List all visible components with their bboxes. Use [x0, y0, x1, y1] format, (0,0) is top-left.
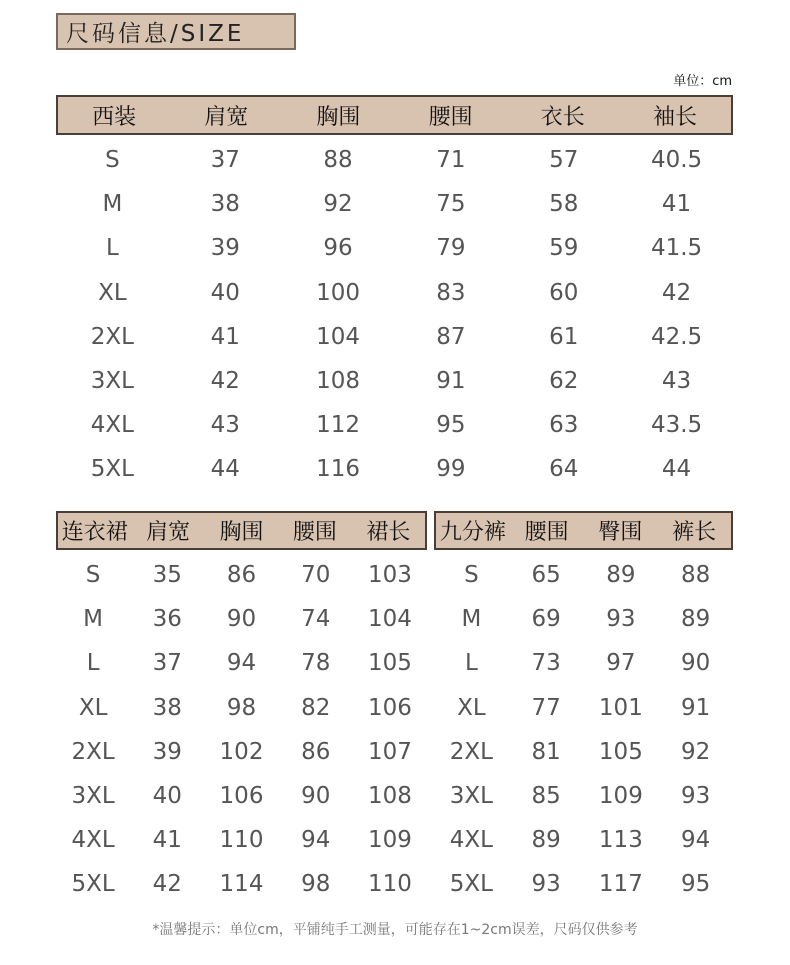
- value-cell: 93: [531, 871, 561, 898]
- dress-header-cell: 连衣裙: [61, 520, 128, 545]
- value-cell: 99: [436, 456, 466, 483]
- value-cell: 59: [549, 235, 579, 262]
- value-cell: 96: [323, 235, 353, 262]
- value-cell: 41: [661, 191, 692, 218]
- footer-note: *温馨提示：单位cm，平铺纯手工测量，可能存在1~2cm误差，尺码仅供参考: [152, 922, 638, 938]
- value-cell: 74: [301, 606, 331, 633]
- value-cell: 70: [301, 562, 331, 589]
- table-row: [56, 774, 427, 818]
- value-cell: 37: [210, 147, 240, 174]
- value-cell: 42: [210, 368, 240, 395]
- value-cell: 86: [226, 562, 257, 589]
- value-cell: 43: [661, 368, 692, 395]
- table-row: [434, 686, 733, 730]
- value-cell: 62: [549, 368, 579, 395]
- value-cell: 100: [316, 279, 361, 306]
- value-cell: 103: [367, 562, 412, 589]
- value-cell: 41: [152, 827, 182, 854]
- unit-label: 单位：cm: [673, 74, 732, 89]
- value-cell: 117: [598, 871, 643, 898]
- size-cell: L: [464, 650, 478, 677]
- value-cell: 114: [219, 871, 264, 898]
- value-cell: 105: [598, 738, 643, 765]
- table-row: [56, 553, 427, 597]
- value-cell: 116: [316, 456, 361, 483]
- value-cell: 79: [436, 235, 466, 262]
- value-cell: 109: [598, 783, 643, 810]
- value-cell: 94: [301, 827, 331, 854]
- size-cell: L: [106, 235, 119, 262]
- size-cell: 5XL: [90, 456, 135, 483]
- size-cell: 3XL: [449, 783, 493, 810]
- value-cell: 39: [210, 235, 240, 262]
- size-cell: S: [85, 562, 101, 589]
- value-cell: 40: [152, 783, 182, 810]
- value-cell: 88: [680, 562, 711, 589]
- value-cell: 41: [210, 323, 240, 350]
- value-cell: 92: [680, 738, 711, 765]
- size-cell: 4XL: [71, 827, 115, 854]
- dress-table-body: [56, 553, 427, 907]
- dress-header-cell: 腰围: [292, 520, 337, 545]
- value-cell: 90: [680, 650, 711, 677]
- size-cell: M: [83, 606, 104, 633]
- value-cell: 43.5: [650, 412, 703, 439]
- value-cell: 63: [549, 412, 579, 439]
- pants-header-cell: 腰围: [524, 520, 569, 545]
- value-cell: 75: [436, 191, 466, 218]
- value-cell: 93: [606, 606, 636, 633]
- value-cell: 60: [549, 279, 579, 306]
- suit-header: [56, 95, 733, 135]
- size-cell: 2XL: [90, 323, 135, 350]
- table-row: [56, 818, 427, 862]
- dress-header-cell: 胸围: [219, 520, 264, 545]
- value-cell: 37: [152, 650, 182, 677]
- size-cell: 2XL: [449, 738, 493, 765]
- value-cell: 35: [152, 562, 182, 589]
- value-cell: 88: [323, 147, 353, 174]
- value-cell: 113: [598, 827, 643, 854]
- suit-header-cell: 胸围: [316, 104, 361, 130]
- value-cell: 65: [531, 562, 561, 589]
- pants-header: [434, 511, 733, 550]
- table-row: [434, 730, 733, 774]
- value-cell: 87: [436, 323, 466, 350]
- table-row: [56, 597, 427, 641]
- table-row: [56, 138, 733, 182]
- size-cell: M: [461, 606, 482, 633]
- suit-header-cell: 腰围: [428, 104, 473, 130]
- size-cell: 2XL: [71, 738, 115, 765]
- suit-header-cell: 肩宽: [204, 104, 249, 130]
- pants-header-cell: 九分裤: [439, 520, 506, 545]
- value-cell: 107: [367, 738, 412, 765]
- suit-table-body: [56, 138, 733, 492]
- dress-header-cell: 肩宽: [146, 520, 191, 545]
- value-cell: 108: [316, 368, 361, 395]
- value-cell: 73: [531, 650, 561, 677]
- size-cell: 5XL: [449, 871, 493, 898]
- value-cell: 108: [367, 783, 412, 810]
- value-cell: 44: [210, 456, 240, 483]
- value-cell: 39: [152, 738, 182, 765]
- value-cell: 109: [367, 827, 412, 854]
- value-cell: 104: [367, 606, 412, 633]
- value-cell: 112: [316, 412, 361, 439]
- size-cell: S: [464, 562, 479, 589]
- value-cell: 82: [301, 694, 331, 721]
- value-cell: 44: [661, 456, 692, 483]
- value-cell: 94: [680, 827, 711, 854]
- value-cell: 106: [367, 694, 412, 721]
- value-cell: 57: [549, 147, 579, 174]
- table-row: [56, 359, 733, 403]
- value-cell: 36: [152, 606, 182, 633]
- table-row: [56, 182, 733, 226]
- value-cell: 94: [226, 650, 257, 677]
- pants-table-body: [434, 553, 733, 907]
- table-row: [434, 862, 733, 906]
- table-row: [434, 818, 733, 862]
- value-cell: 38: [152, 694, 182, 721]
- table-row: [56, 447, 733, 491]
- value-cell: 83: [436, 279, 466, 306]
- table-row: [56, 271, 733, 315]
- size-cell: 3XL: [71, 783, 115, 810]
- value-cell: 90: [301, 783, 331, 810]
- table-row: [434, 774, 733, 818]
- size-cell: XL: [457, 694, 486, 721]
- size-cell: XL: [98, 279, 127, 306]
- value-cell: 86: [301, 738, 331, 765]
- value-cell: 64: [549, 456, 579, 483]
- dress-header: [56, 511, 427, 550]
- value-cell: 89: [680, 606, 711, 633]
- size-cell: XL: [78, 694, 108, 721]
- size-cell: 4XL: [449, 827, 493, 854]
- page-title: 尺码信息/SIZE: [56, 13, 296, 50]
- value-cell: 102: [219, 738, 264, 765]
- value-cell: 77: [531, 694, 561, 721]
- value-cell: 106: [219, 783, 264, 810]
- table-row: [434, 597, 733, 641]
- value-cell: 92: [323, 191, 353, 218]
- value-cell: 91: [680, 694, 711, 721]
- value-cell: 98: [301, 871, 331, 898]
- suit-header-cell: 衣长: [540, 104, 585, 130]
- value-cell: 69: [531, 606, 561, 633]
- value-cell: 91: [436, 368, 466, 395]
- table-row: [56, 686, 427, 730]
- table-row: [434, 641, 733, 685]
- table-row: [56, 403, 733, 447]
- value-cell: 38: [210, 191, 240, 218]
- value-cell: 40.5: [650, 147, 703, 174]
- size-cell: 5XL: [71, 871, 115, 898]
- value-cell: 42: [661, 279, 692, 306]
- value-cell: 97: [606, 650, 636, 677]
- value-cell: 78: [301, 650, 331, 677]
- dress-header-cell: 裙长: [366, 520, 411, 545]
- pants-header-cell: 裤长: [672, 520, 717, 545]
- value-cell: 42.5: [650, 323, 703, 350]
- value-cell: 110: [219, 827, 264, 854]
- pants-header-cell: 臀围: [598, 520, 643, 545]
- size-cell: S: [105, 147, 120, 174]
- value-cell: 89: [531, 827, 561, 854]
- table-row: [56, 862, 427, 906]
- value-cell: 95: [680, 871, 711, 898]
- value-cell: 71: [436, 147, 466, 174]
- value-cell: 42: [152, 871, 182, 898]
- value-cell: 93: [680, 783, 711, 810]
- size-cell: L: [86, 650, 100, 677]
- value-cell: 89: [606, 562, 636, 589]
- size-cell: 3XL: [90, 368, 135, 395]
- size-cell: M: [102, 191, 123, 218]
- suit-header-cell: 袖长: [652, 104, 697, 130]
- value-cell: 81: [531, 738, 561, 765]
- value-cell: 110: [367, 871, 412, 898]
- table-row: [434, 553, 733, 597]
- suit-header-cell: 西装: [92, 104, 137, 130]
- value-cell: 105: [367, 650, 412, 677]
- value-cell: 43: [210, 412, 240, 439]
- value-cell: 104: [316, 323, 361, 350]
- table-row: [56, 641, 427, 685]
- value-cell: 40: [210, 279, 240, 306]
- table-row: [56, 226, 733, 270]
- value-cell: 41.5: [650, 235, 703, 262]
- table-row: [56, 730, 427, 774]
- value-cell: 61: [549, 323, 579, 350]
- size-cell: 4XL: [90, 412, 135, 439]
- value-cell: 98: [226, 694, 257, 721]
- value-cell: 101: [598, 694, 643, 721]
- table-row: [56, 315, 733, 359]
- value-cell: 85: [531, 783, 561, 810]
- value-cell: 95: [436, 412, 466, 439]
- value-cell: 58: [549, 191, 579, 218]
- value-cell: 90: [226, 606, 257, 633]
